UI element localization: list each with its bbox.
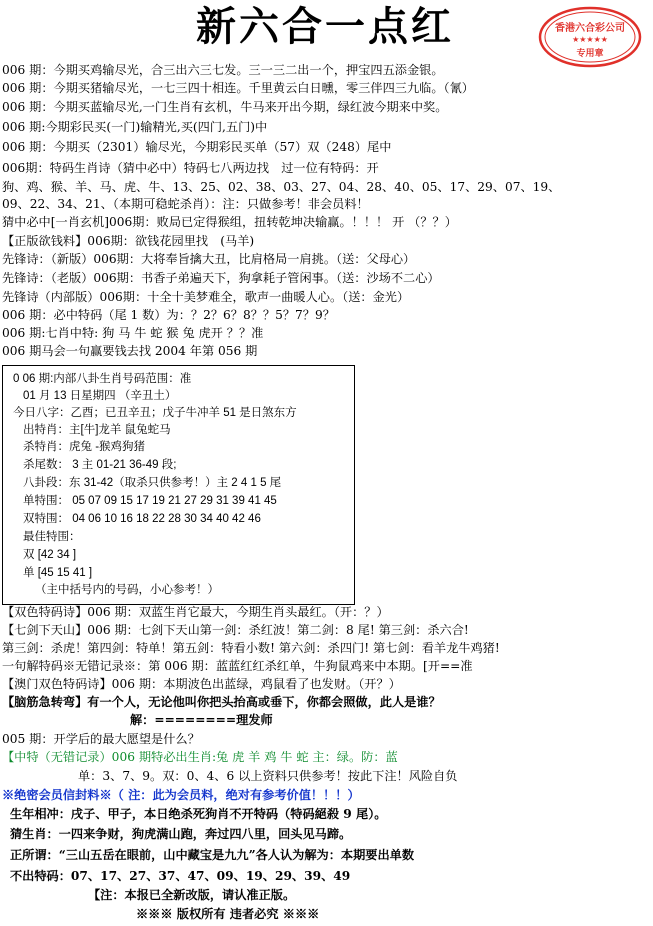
page-title: 新六合一点红 (196, 3, 454, 50)
box-line: 杀特肖：虎兔 -猴鸡狗猪 (23, 441, 146, 453)
text-line: 生年相冲：戌子、甲子，本日绝杀死狗肖不开特码（特码絕殺 9 尾）。 (10, 807, 387, 821)
svg-text:专用章: 专用章 (576, 49, 604, 59)
box-line: 双 [42 34 ] (23, 549, 77, 561)
text-line: 单：3、7、9。双：0、4、6 以上资料只供参考！按此下注！风险自负 (78, 769, 458, 783)
text-line: 猜生肖：一四来争财，狗虎满山跑，奔过四八里，回头见马蹄。 (10, 827, 352, 841)
box-line: 双特围： 04 06 10 16 18 22 28 30 34 40 42 46 (23, 513, 261, 525)
svg-text:香港六合彩公司: 香港六合彩公司 (555, 23, 625, 34)
text-line: 【七剑下天山】006 期：七剑下天山第一剑：杀红波！第二剑：8 尾! 第三剑：杀六合! (2, 623, 469, 637)
text-line: 006 期：今期买鸡输尽光，合三出六三七发。三一三二出一个，押宝四五添金银。 (2, 63, 444, 77)
bagua-box (2, 365, 355, 605)
company-seal (538, 6, 642, 68)
text-line: ※绝密会员信封料※（ 注：此为会员料，绝对有参考价值！！！） (2, 788, 360, 802)
text-line: 猜中必中[一肖玄机]006期：败局已定得猴组，扭转乾坤决输赢。！！！ 开 （？？） (2, 215, 457, 229)
text-line: 006 期马会一句赢要钱去找 2004 年第 056 期 (2, 344, 258, 358)
text-line: 006 期:七肖中特: 狗 马 牛 蛇 猴 兔 虎开 ？？准 (2, 326, 264, 340)
text-line: 【中特（无错记录）006 期特必出生肖:兔 虎 羊 鸡 牛 蛇 主：绿。防：蓝 (2, 750, 398, 764)
box-line: 单特围： 05 07 09 15 17 19 21 27 29 31 39 41 45 (23, 495, 277, 507)
text-line: ※※※ 版权所有 违者必究 ※※※ (136, 907, 320, 921)
text-line: 先锋诗（内部版）006期：十全十美梦难全，歌声一曲暖人心。（送：金光） (2, 290, 410, 304)
text-line: 【注：本报已全新改版，请认准正版。 (88, 888, 296, 902)
text-line: 006期：特码生肖诗（猜中必中）特码七八两边找 过一位有特码：开 (2, 161, 379, 175)
box-line: 今日八字：乙酉；已丑辛丑；戊子牛冲羊 51 是日煞东方 (13, 407, 297, 419)
text-line: 【澳门双色特码诗】006 期：本期波色出蓝绿，鸡鼠看了也发财。（开？） (2, 677, 401, 691)
text-line: 【双色特码诗】006 期：双蓝生肖它最大，今期生肖头最红。（开：？） (2, 605, 389, 619)
box-line: 0 06 期:内部八卦生肖号码范围：准 (13, 373, 192, 385)
text-line: 解：========理发师 (130, 713, 273, 727)
text-line: 006 期：今期买蓝输尽光,一门生肖有玄机，牛马来开出今期，绿红波今期来中奖。 (2, 100, 448, 114)
text-line: 【脑筋急转弯】有一个人，无论他叫你把头抬高或垂下，你都会照做，此人是谁？ (2, 695, 441, 709)
text-line: 先锋诗：（老版）006期：书香子弟遍天下，狗拿耗子管闲事。（送：沙场不二心） (2, 271, 440, 285)
box-line: 杀尾数： 3 主 01-21 36-49 段; (23, 459, 177, 471)
text-line: 006 期:今期彩民买(一门)输精光,买(四门,五门)中 (2, 120, 268, 134)
box-line: 01 月 13 日星期四 （辛丑土） (23, 390, 177, 402)
svg-text:★★★★★: ★★★★★ (572, 35, 608, 44)
text-line: 先锋诗：（新版）006期：大将奉旨擒大丑，比肩格局一肩挑。（送：父母心） (2, 252, 416, 266)
text-line: 一句解特码※无错记录※：第 006 期：蓝蓝红红杀红单，牛狗鼠鸡来中本期。[开==准 (2, 659, 473, 673)
box-line: 八卦段：东 31-42（取杀只供参考！）主 2 4 1 5 尾 (23, 477, 282, 489)
box-line: 最佳特围： (23, 531, 81, 543)
box-line: （主中括号内的号码，小心参考！） (35, 584, 219, 596)
text-line: 正所谓：“三山五岳在眼前，山中藏宝是九九”各人认为解为：本期要出单数 (10, 848, 415, 862)
text-line: 不出特码：07、17、27、37、47、09、19、29、39、49 (10, 869, 351, 883)
text-line: 【正版欲钱料】006期：欲钱花园里找 (马羊) (2, 234, 255, 248)
text-line: 09、22、34、21、（本期可稳蛇杀肖）：注：只做参考！非会员料！ (2, 197, 369, 211)
text-line: 狗、鸡、猴、羊、马、虎、牛、13、25、02、38、03、27、04、28、40、05、17、29、07、19、 (2, 180, 561, 194)
box-line: 出特肖：主[牛]龙羊 鼠兔蛇马 (23, 424, 171, 436)
text-line: 006 期：必中特码（尾 1 数）为：？2？6？8？？5？7？9？ (2, 308, 335, 322)
text-line: 005 期：开学后的最大愿望是什么？ (2, 732, 200, 746)
text-line: 006 期：今期买（2301）输尽光，今期彩民买单（57）双（248）尾中 (2, 140, 392, 154)
text-line: 第三剑：杀虎！第四剑：特单！第五剑：特看小数! 第六剑：杀四门! 第七剑：看羊龙牛鸡猪! (2, 641, 500, 655)
text-line: 006 期：今期买猪输尽光，一七三四十相连。千里黄云白日曛，零三伴四三九临。（氰） (2, 81, 474, 95)
box-line: 单 [45 15 41 ] (23, 567, 93, 579)
